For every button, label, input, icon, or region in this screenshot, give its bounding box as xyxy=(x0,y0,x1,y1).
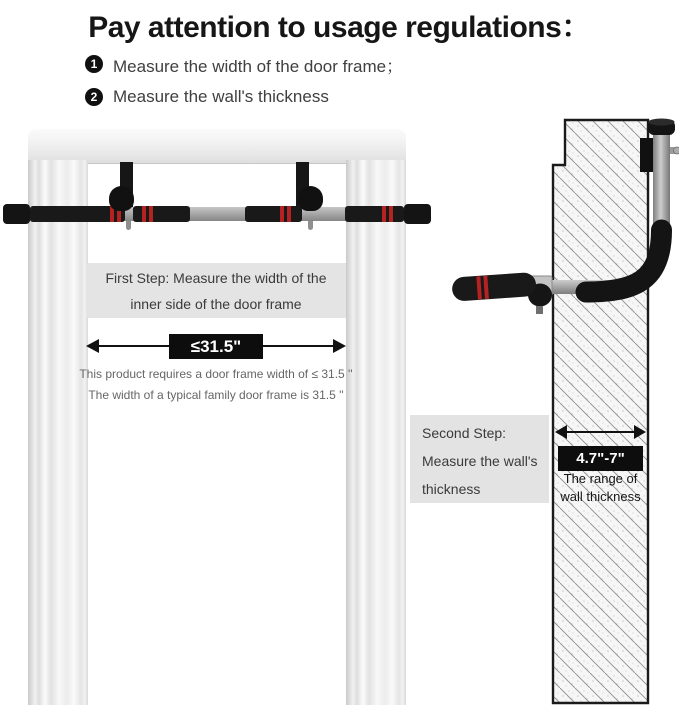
door-frame-lintel xyxy=(28,128,406,164)
instruction-item-1 xyxy=(85,52,403,76)
wall-outline xyxy=(553,120,648,703)
instruction-item-2-text: Measure the wall's thickness xyxy=(113,87,329,106)
pullup-bar-foam-grip-4 xyxy=(345,206,404,222)
first-step-line1: First Step: Measure the width of the xyxy=(105,270,327,286)
wall-thickness-note-1: The range of xyxy=(563,471,638,486)
step-1-badge: 1 xyxy=(85,55,103,73)
pullup-bar-foam-grip-3 xyxy=(245,206,302,222)
pullup-bar-foam-grip-1 xyxy=(30,206,125,222)
second-step-line1: Second Step: xyxy=(422,425,507,441)
dimension-line xyxy=(560,431,641,433)
door-frame-right-column xyxy=(346,160,406,705)
instruction-item-1-text: Measure the width of the door frame； xyxy=(113,56,404,76)
adjust-screw-head xyxy=(674,147,679,154)
pullup-bar-right-hook-tip xyxy=(308,221,313,230)
pullup-bar-left-endcap xyxy=(3,204,30,224)
wall-thickness-note-2: wall thickness xyxy=(560,489,641,504)
door-width-label: ≤31.5" xyxy=(169,334,263,359)
door-width-dimension xyxy=(86,334,346,359)
door-frame-left-column xyxy=(28,160,88,705)
second-step-line2: Measure the wall's xyxy=(422,453,538,469)
knob-stem xyxy=(536,306,543,314)
step-2-badge: 2 xyxy=(85,88,103,106)
arrow-right-head-icon xyxy=(333,339,346,353)
wall-cross-section-figure xyxy=(440,118,679,705)
arrow-right-head-icon xyxy=(634,425,646,439)
pullup-bar-right-endcap xyxy=(404,204,431,224)
first-step-line2: inner side of the door frame xyxy=(130,296,302,312)
wall-thickness-notes xyxy=(553,470,648,506)
pullup-bar-foam-grip-2 xyxy=(133,206,190,222)
first-step-callout xyxy=(86,263,346,318)
pullup-bar-right-hook-clamp xyxy=(298,186,323,211)
door-width-note-2: The width of a typical family door frame is 31.5 '' xyxy=(88,388,344,402)
door-width-notes xyxy=(76,364,356,406)
second-step-line3: thickness xyxy=(422,481,481,497)
front-foam-grip xyxy=(451,272,536,302)
instruction-item-2 xyxy=(85,85,329,109)
pullup-bar-left-hook-tip xyxy=(126,221,131,230)
pullup-bar-left-hook-clamp xyxy=(109,186,134,211)
wall-thickness-label: 4.7"-7" xyxy=(558,446,643,471)
wall-thickness-dimension xyxy=(555,421,646,467)
page-title: Pay attention to usage regulations： xyxy=(88,11,591,44)
tube-top-cap-face xyxy=(649,119,675,126)
door-width-note-1: This product requires a door frame width of ≤ 31.5 '' xyxy=(79,367,353,381)
